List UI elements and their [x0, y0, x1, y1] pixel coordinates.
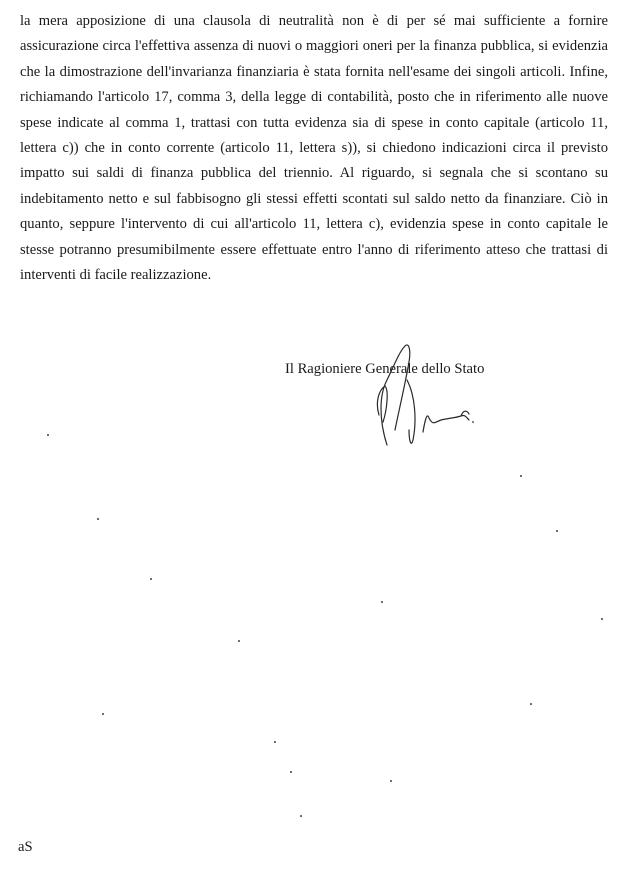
scan-speck — [47, 434, 49, 436]
body-line: assicurazione circa l'effettiva assenza di nuovi o maggiori oneri per la finanza pubblica, si evidenzia — [20, 38, 608, 55]
body-line: indebitamento netto e sul fabbisogno gli stessi effetti scontati sul saldo netto da finanziare. Ciò in — [20, 190, 608, 207]
scan-speck — [601, 618, 603, 620]
body-line: che la dimostrazione dell'invarianza finanziaria è stata fornita nell'esame dei singoli articoli. Infine, — [20, 63, 608, 80]
scan-speck — [520, 475, 522, 477]
scan-speck — [97, 518, 99, 520]
scan-speck — [274, 741, 276, 743]
scan-speck — [530, 703, 532, 705]
body-line: lettera c)) che in conto corrente (articolo 11, lettera s)), si chiedono indicazioni circa il previsto — [20, 139, 608, 156]
body-line: la mera apposizione di una clausola di neutralità non è di per sé mai sufficiente a fornire — [20, 13, 608, 29]
scan-speck — [381, 601, 383, 603]
body-paragraph — [20, 9, 608, 288]
body-line: spese indicate al comma 1, trattasi con tutta evidenza sia di spese in conto capitale (articolo 11, — [20, 114, 608, 131]
scan-speck — [300, 815, 302, 817]
scan-speck — [290, 771, 292, 773]
handwritten-signature-icon — [365, 340, 485, 455]
scan-speck — [102, 713, 104, 715]
scan-speck — [238, 640, 240, 642]
signatory-title: Il Ragioniere Generale dello Stato — [285, 361, 485, 377]
body-line: richiamando l'articolo 17, comma 3, della legge di contabilità, posto che in riferimento alle nuove — [20, 89, 608, 106]
footer-initials: aS — [18, 839, 33, 855]
body-line: quanto, seppure l'intervento di cui all'articolo 11, lettera c), evidenzia spese in conto capitale le — [20, 216, 608, 233]
body-line: interventi di facile realizzazione. — [20, 266, 212, 283]
body-line: impatto sui saldi di finanza pubblica del triennio. Al riguardo, si segnala che si scontano su — [20, 165, 608, 182]
body-line: stesse potranno presumibilmente essere effettuate entro l'anno di riferimento atteso che trattasi di — [20, 241, 608, 258]
scan-speck — [556, 530, 558, 532]
scan-speck — [390, 780, 392, 782]
scan-speck — [150, 578, 152, 580]
